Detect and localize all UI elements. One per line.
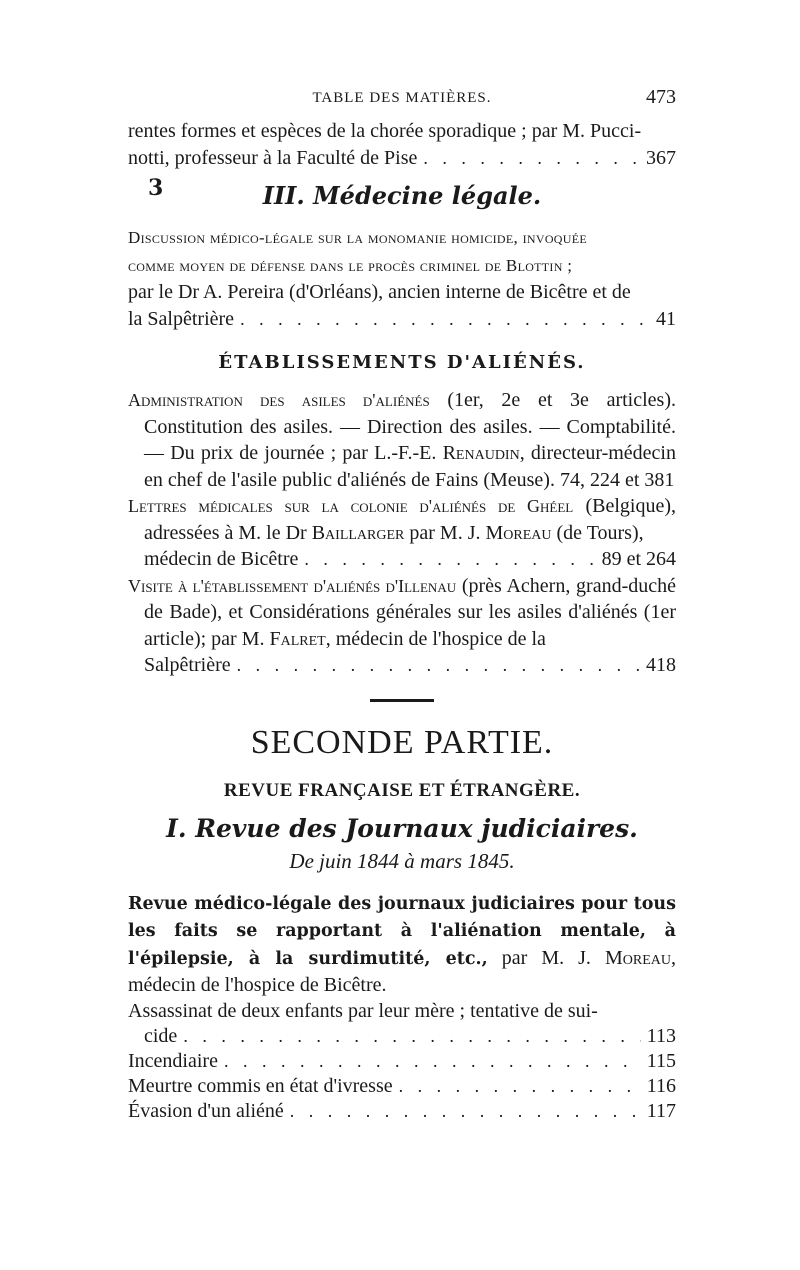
case-item-text: Incendiaire bbox=[128, 1049, 218, 1072]
blottin-entry-line3: par le Dr A. Pereira (d'Orléans), ancien interne de Bicêtre et de bbox=[128, 281, 631, 303]
part-title: SECONDE PARTIE. bbox=[250, 723, 554, 761]
page-number: 473 bbox=[646, 86, 676, 108]
chorea-entry-text: notti, professeur à la Faculté de Pise bbox=[128, 146, 418, 169]
chorea-entry-page: 367 bbox=[646, 146, 676, 169]
gheel-entry bbox=[128, 493, 676, 546]
illenau-entry bbox=[128, 573, 676, 653]
case-item bbox=[128, 1074, 676, 1099]
dot-leader bbox=[399, 1074, 641, 1099]
gheel-lead: Lettres médicales sur la colonie d'aliénés de Ghéel bbox=[128, 496, 574, 516]
dot-leader bbox=[290, 1099, 641, 1124]
date-range: De juin 1844 à mars 1845. bbox=[289, 848, 515, 873]
blottin-caps-line1: Discussion médico-légale sur la monomanie homicide, invoquée bbox=[128, 228, 588, 247]
section-heading-text: III. Médecine légale. bbox=[262, 181, 542, 210]
case-item bbox=[128, 1099, 676, 1124]
administration-tail: , directeur-médecin en chef de l'asile public d'aliénés de Fains (Meuse). bbox=[144, 442, 676, 491]
blottin-entry-page: 41 bbox=[656, 307, 676, 330]
illenau-entry-last bbox=[128, 652, 676, 679]
article-author: Moreau bbox=[604, 946, 671, 969]
article-title: Revue médico-légale des journaux judiciaires pour tous les faits se rapportant à l'aliénation mentale, à l'épilepsie, à la surdimutité, etc., bbox=[128, 893, 676, 969]
case-item-page: 115 bbox=[646, 1049, 676, 1072]
blottin-entry-line4 bbox=[128, 306, 676, 333]
administration-pages: 74, 224 et 381 bbox=[559, 468, 675, 491]
article-byline: par M. J. bbox=[501, 946, 591, 969]
gheel-entry-last bbox=[128, 546, 676, 573]
dot-leader bbox=[224, 1049, 641, 1074]
gheel-tail: (de Tours), bbox=[556, 521, 644, 544]
case-list bbox=[128, 999, 676, 1124]
chorea-entry-line2 bbox=[128, 145, 676, 172]
blottin-caps-line2: comme moyen de défense dans le procès criminel de Blottin ; bbox=[128, 255, 573, 275]
illenau-rest: (près Achern, grand-duché de Bade), et Considérations générales sur les asiles d'aliénés (1er article); par M. bbox=[144, 574, 677, 650]
blottin-entry-caps1 bbox=[128, 224, 676, 252]
dot-leader bbox=[237, 652, 640, 679]
subheading-etablissements: ÉTABLISSEMENTS D'ALIÉNÉS. bbox=[218, 352, 586, 373]
dot-leader bbox=[304, 546, 595, 573]
administration-author: Renaudin bbox=[442, 442, 520, 464]
gheel-author1: Baillarger bbox=[311, 521, 405, 544]
gheel-last-text: médecin de Bicêtre bbox=[144, 548, 299, 570]
margin-marker: 3 bbox=[148, 175, 164, 201]
illenau-author: Falret bbox=[269, 627, 326, 650]
administration-rest: Constitution des asiles. — Direction des asiles. — Comptabilité. — Du prix de journée ; par L.-F.-E. bbox=[144, 415, 676, 464]
case-item-page: 116 bbox=[646, 1074, 676, 1097]
section-heading-medecine-legale bbox=[128, 175, 676, 210]
gheel-pages: 89 et 264 bbox=[601, 548, 676, 570]
case-item-cont: cide bbox=[144, 1024, 178, 1047]
case-item-text: Évasion d'un aliéné bbox=[128, 1099, 284, 1122]
case-item-page: 117 bbox=[646, 1099, 676, 1122]
illenau-last-text: Salpêtrière bbox=[144, 654, 231, 676]
dot-leader bbox=[240, 306, 650, 333]
illenau-tail: , médecin de l'hospice de la bbox=[325, 627, 546, 650]
blottin-entry-text: la Salpêtrière bbox=[128, 307, 235, 330]
dot-leader bbox=[423, 145, 640, 172]
gheel-mid: (Belgique), adressées à M. le Dr bbox=[144, 495, 677, 544]
review-heading: REVUE FRANÇAISE ET ÉTRANGÈRE. bbox=[223, 779, 581, 801]
chorea-entry-line1: rentes formes et espèces de la chorée sporadique ; par M. Pucci- bbox=[128, 120, 642, 142]
section-divider bbox=[370, 699, 434, 702]
journal-heading: I. Revue des Journaux judiciaires. bbox=[166, 813, 638, 843]
running-title: TABLE DES MATIÈRES. bbox=[312, 90, 492, 106]
article-entry bbox=[128, 890, 676, 999]
dot-leader bbox=[183, 1024, 640, 1049]
administration-entry bbox=[128, 387, 676, 493]
gheel-mid2: par M. J. bbox=[409, 521, 481, 544]
running-head bbox=[128, 84, 676, 118]
illenau-pages: 418 bbox=[646, 654, 676, 676]
administration-lead: Administration des asiles d'aliénés bbox=[128, 390, 430, 410]
illenau-lead: Visite à l'établissement d'aliénés d'Illenau bbox=[128, 575, 457, 596]
gheel-author2: Moreau bbox=[485, 521, 552, 544]
case-item-text: Meurtre commis en état d'ivresse bbox=[128, 1074, 393, 1097]
case-item-page: 113 bbox=[646, 1024, 676, 1047]
article-tail: , médecin de l'hospice de Bicêtre. bbox=[128, 946, 676, 996]
case-item bbox=[128, 1024, 676, 1049]
case-item bbox=[128, 1049, 676, 1074]
administration-articles: (1er, 2e et 3e articles). bbox=[447, 389, 676, 411]
case-item-text: Assassinat de deux enfants par leur mère ; tentative de sui- bbox=[128, 999, 598, 1022]
book-page bbox=[128, 84, 676, 1124]
blottin-entry-caps2 bbox=[128, 252, 676, 280]
